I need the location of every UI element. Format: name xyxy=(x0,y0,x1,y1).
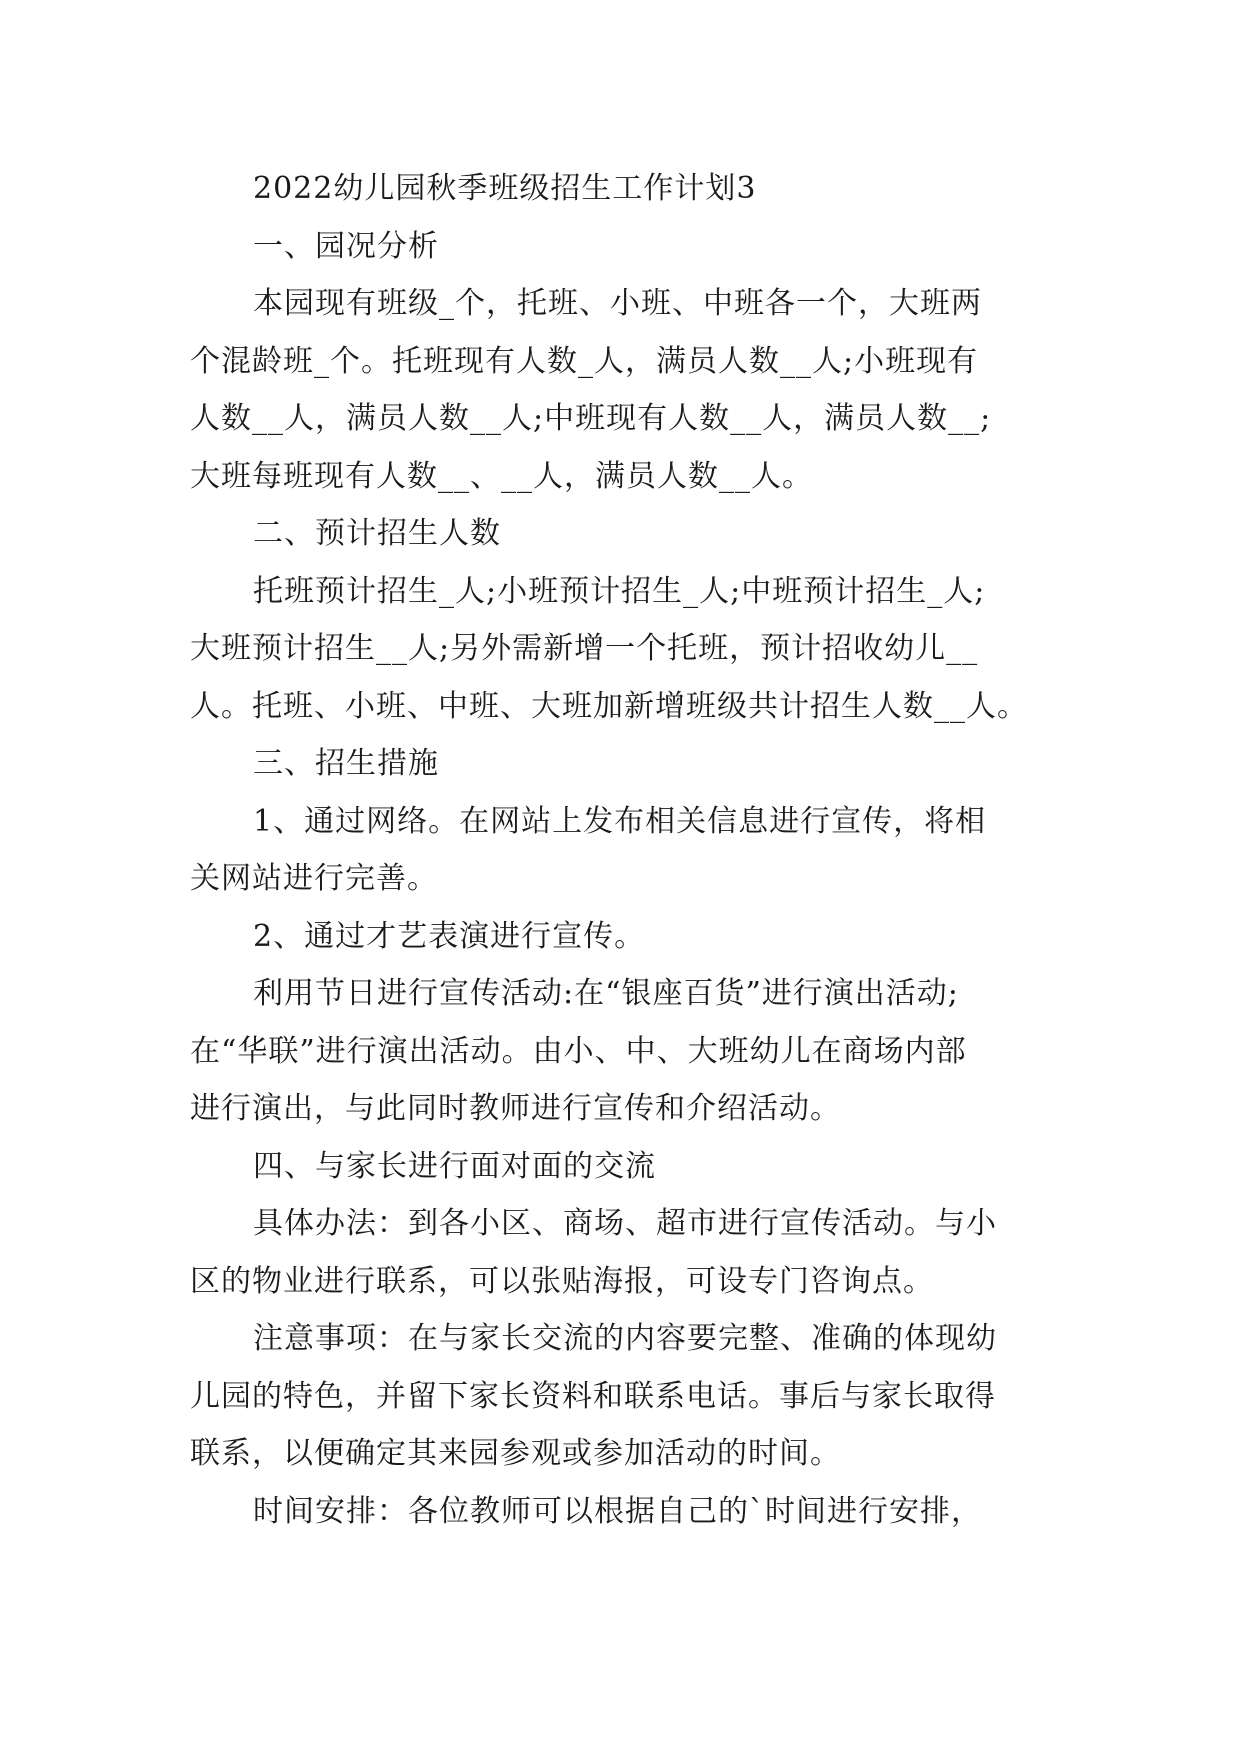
document-title: 2022幼儿园秋季班级招生工作计划3 xyxy=(253,171,757,206)
paragraph-line: 具体办法：到各小区、商场、超市进行宣传活动。与小 xyxy=(253,1206,997,1241)
paragraph-line: 区的物业进行联系，可以张贴海报，可设专门咨询点。 xyxy=(190,1263,934,1299)
paragraph-line: 联系，以便确定其来园参观或参加活动的时间。 xyxy=(190,1436,841,1471)
paragraph-line: 利用节日进行宣传活动:在“银座百货”进行演出活动; xyxy=(253,976,959,1011)
paragraph-line: 大班预计招生__人;另外需新增一个托班，预计招收幼儿__ xyxy=(190,631,979,666)
paragraph-line: 个混龄班_个。托班现有人数_人，满员人数__人;小班现有 xyxy=(190,343,979,379)
section-heading: 一、园况分析 xyxy=(253,228,439,264)
paragraph-line: 人数__人，满员人数__人;中班现有人数__人，满员人数__; xyxy=(190,401,992,436)
section-heading: 二、预计招生人数 xyxy=(253,516,501,551)
paragraph-line: 时间安排：各位教师可以根据自己的`时间进行安排， xyxy=(253,1493,982,1529)
paragraph-line: 1、通过网络。在网站上发布相关信息进行宣传，将相 xyxy=(253,803,987,839)
paragraph-line: 注意事项：在与家长交流的内容要完整、准确的体现幼 xyxy=(253,1321,997,1356)
paragraph-line: 大班每班现有人数__、__人，满员人数__人。 xyxy=(190,458,813,494)
paragraph-line: 关网站进行完善。 xyxy=(190,861,438,896)
document-body xyxy=(190,160,1060,1540)
section-heading: 三、招生措施 xyxy=(253,746,439,781)
paragraph-line: 托班预计招生_人;小班预计招生_人;中班预计招生_人; xyxy=(253,573,986,609)
paragraph-line: 2、通过才艺表演进行宣传。 xyxy=(253,918,646,954)
paragraph-line: 儿园的特色，并留下家长资料和联系电话。事后与家长取得 xyxy=(190,1378,996,1414)
paragraph-line: 人。托班、小班、中班、大班加新增班级共计招生人数__人。 xyxy=(190,688,1028,724)
section-heading: 四、与家长进行面对面的交流 xyxy=(253,1148,656,1184)
paragraph-line: 进行演出，与此同时教师进行宣传和介绍活动。 xyxy=(190,1091,841,1126)
paragraph-line: 本园现有班级_个，托班、小班、中班各一个，大班两 xyxy=(253,286,982,321)
paragraph-line: 在“华联”进行演出活动。由小、中、大班幼儿在商场内部 xyxy=(190,1033,967,1069)
